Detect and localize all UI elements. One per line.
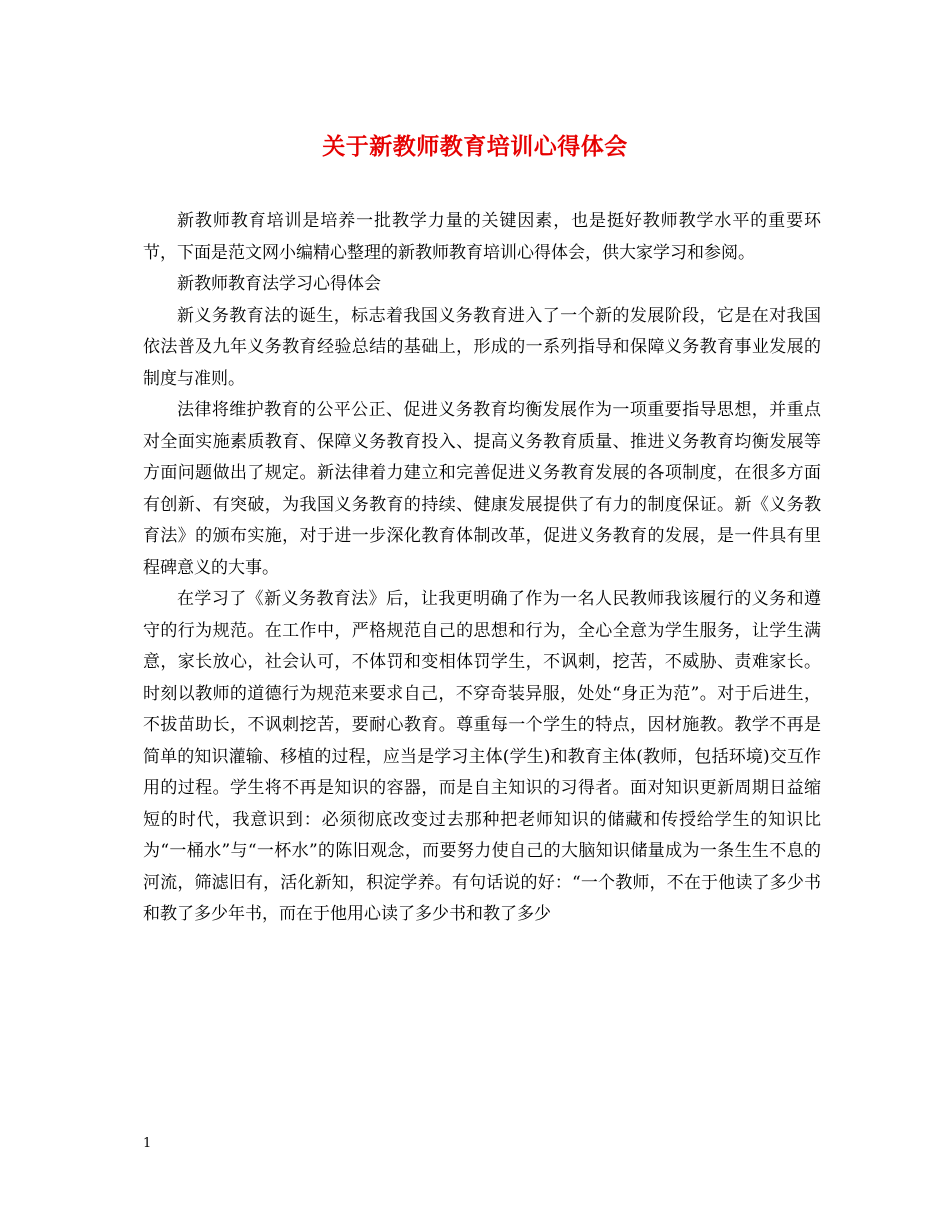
paragraph-law-content: 法律将维护教育的公平公正、促进义务教育均衡发展作为一项重要指导思想，并重点对全面实施素质教育、保障义务教育投入、提高义务教育质量、推进义务教育均衡发展等方面问题做出了规定。新法律着力建立和完善促进义务教育发展的各项制度，在很多方面有创新、有突破，为我国义务教育的持续、健康发展提供了有力的制度保证。新《义务教育法》的颁布实施，对于进一步深化教育体制改革，促进义务教育的发展，是一件具有里程碑意义的大事。 xyxy=(143,400,821,578)
document-body xyxy=(143,206,821,931)
document-title: 关于新教师教育培训心得体会 xyxy=(322,133,628,160)
paragraph-subheading: 新教师教育法学习心得体会 xyxy=(177,274,381,294)
page-number: 1 xyxy=(143,1136,152,1151)
paragraph-law-birth: 新义务教育法的诞生，标志着我国义务教育进入了一个新的发展阶段，它是在对我国依法普及九年义务教育经验总结的基础上，形成的一系列指导和保障义务教育事业发展的制度与准则。 xyxy=(143,305,821,389)
paragraph-reflection: 在学习了《新义务教育法》后，让我更明确了作为一名人民教师我该履行的义务和遵守的行为规范。在工作中，严格规范自己的思想和行为，全心全意为学生服务，让学生满意，家长放心，社会认可，不体罚和变相体罚学生，不讽刺，挖苦，不威胁、责难家长。时刻以教师的道德行为规范来要求自己，不穿奇装异服，处处“身正为范”。对于后进生，不拔苗助长，不讽刺挖苦，要耐心教育。尊重每一个学生的特点，因材施教。教学不再是简单的知识灌输、移植的过程，应当是学习主体(学生)和教育主体(教师，包括环境)交互作用的过程。学生将不再是知识的容器，而是自主知识的习得者。面对知识更新周期日益缩短的时代，我意识到：必须彻底改变过去那种把老师知识的储藏和传授给学生的知识比为“一桶水”与“一杯水”的陈旧观念，而要努力使自己的大脑知识储量成为一条生生不息的河流，筛滤旧有，活化新知，积淀学养。有句话说的好：“一个教师，不在于他读了多少书和教了多少年书，而在于他用心读了多少书和教了多少 xyxy=(143,589,821,924)
paragraph-intro: 新教师教育培训是培养一批教学力量的关键因素，也是挺好教师教学水平的重要环节，下面是范文网小编精心整理的新教师教育培训心得体会，供大家学习和参阅。 xyxy=(143,211,821,263)
